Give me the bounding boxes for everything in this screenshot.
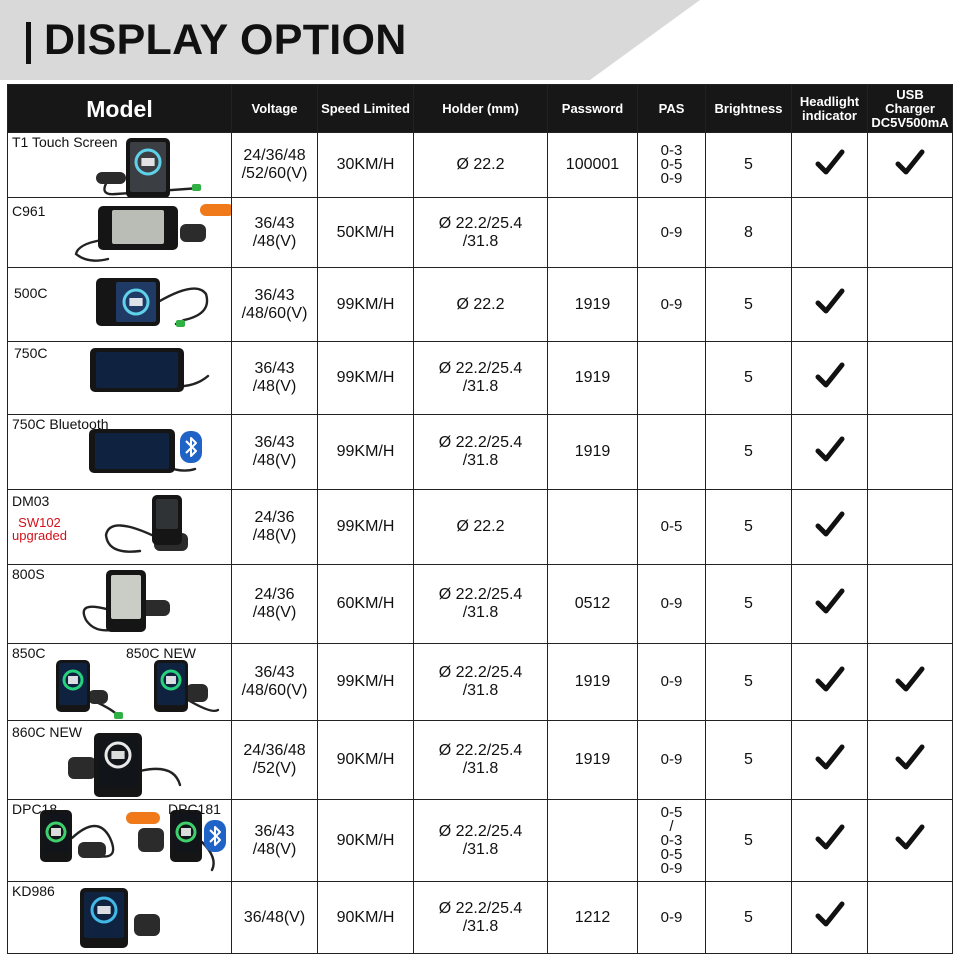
table-row (8, 415, 953, 490)
table-row (8, 882, 953, 954)
headlight-cell (792, 415, 868, 490)
voltage-cell (232, 415, 318, 490)
pas-cell-line: 0-5 (660, 803, 683, 821)
page-title: DISPLAY OPTION (44, 16, 407, 64)
holder-cell-line: /31.8 (462, 917, 499, 935)
speed-cell: 99KM/H (318, 268, 414, 342)
holder-cell (414, 133, 548, 198)
speed-cell: 99KM/H (318, 644, 414, 721)
header-voltage: Voltage (232, 85, 318, 133)
model-cell (8, 268, 232, 342)
dpc18-display-image (38, 808, 128, 874)
holder-cell-line: Ø 22.2 (456, 518, 505, 535)
model-name: 860C NEW (12, 724, 83, 740)
model-cell (8, 133, 232, 198)
pas-cell-line: 0-5 (660, 518, 683, 535)
headlight-check-icon (815, 361, 845, 391)
brightness-cell: 5 (706, 490, 792, 565)
header-usb-line-2: DC5V500mA (871, 114, 949, 130)
usb-charger-cell (868, 882, 953, 954)
speed-cell: 99KM/H (318, 490, 414, 565)
headlight-cell (792, 644, 868, 721)
model-cell (8, 415, 232, 490)
model-name: T1 Touch Screen (12, 134, 118, 150)
voltage-cell (232, 490, 318, 565)
model-cell (8, 644, 232, 721)
brightness-cell: 5 (706, 644, 792, 721)
brightness-cell: 5 (706, 133, 792, 198)
usb-charger-cell (868, 800, 953, 882)
speed-cell: 30KM/H (318, 133, 414, 198)
table-row (8, 565, 953, 644)
headlight-check-icon (815, 287, 845, 317)
usb-charger-cell (868, 198, 953, 268)
voltage-cell-line: /52(V) (252, 760, 297, 777)
voltage-cell-line: /48/60(V) (241, 304, 308, 322)
voltage-cell (232, 644, 318, 721)
table-row (8, 342, 953, 415)
holder-cell-line: Ø 22.2 (456, 295, 505, 313)
voltage-cell-line: 36/43 (254, 664, 295, 681)
headlight-cell (792, 800, 868, 882)
pas-cell-line: 0-9 (660, 223, 683, 241)
holder-cell (414, 490, 548, 565)
headlight-check-icon (815, 900, 845, 930)
model-name: 750C Bluetooth (12, 416, 109, 432)
password-cell: 1919 (548, 415, 638, 490)
headlight-cell (792, 133, 868, 198)
voltage-cell (232, 268, 318, 342)
usb-charger-cell (868, 721, 953, 800)
pas-cell-line: / (669, 817, 674, 835)
model-cell (8, 565, 232, 644)
holder-cell-line: /31.8 (462, 452, 499, 469)
voltage-cell-line: /48(V) (252, 840, 297, 858)
voltage-cell-line: 24/36/48 (243, 742, 306, 759)
model-name: 500C (14, 285, 48, 301)
table-row (8, 490, 953, 565)
holder-cell-line: Ø 22.2/25.4 (438, 214, 523, 232)
table-row (8, 800, 953, 882)
pas-cell-line: 0-9 (660, 595, 683, 612)
headlight-check-icon (815, 823, 845, 853)
pas-cell-line: 0-9 (660, 908, 683, 926)
voltage-cell-line: 36/48(V) (243, 908, 306, 926)
usb-charger-cell (868, 268, 953, 342)
voltage-cell-line: 24/36 (254, 586, 295, 603)
dm03-display-image (100, 495, 232, 559)
holder-cell (414, 415, 548, 490)
model-cell (8, 800, 232, 882)
holder-cell-line: /31.8 (462, 840, 499, 858)
bluetooth-icon (180, 431, 202, 463)
holder-cell-line: Ø 22.2/25.4 (438, 822, 523, 840)
usb-charger-cell (868, 133, 953, 198)
voltage-cell (232, 198, 318, 268)
table-row (8, 133, 953, 198)
password-cell: 1919 (548, 268, 638, 342)
password-cell: 1212 (548, 882, 638, 954)
usb-check-icon (895, 665, 925, 695)
model-name: 750C (14, 345, 48, 361)
header-pas: PAS (638, 85, 706, 133)
pas-cell (638, 133, 706, 198)
brightness-cell: 5 (706, 800, 792, 882)
voltage-cell-line: /48(V) (252, 527, 297, 544)
usb-check-icon (895, 743, 925, 773)
headlight-cell (792, 342, 868, 415)
header-usb-line-1: USB Charger (885, 86, 935, 116)
brightness-cell: 5 (706, 415, 792, 490)
holder-cell-line: /31.8 (462, 682, 499, 699)
pas-cell-line: 0-5 (660, 845, 683, 863)
model-name-secondary: 850C NEW (126, 645, 197, 661)
speed-cell: 90KM/H (318, 800, 414, 882)
model-cell (8, 490, 232, 565)
brightness-cell: 5 (706, 268, 792, 342)
voltage-cell-line: 36/43 (254, 214, 295, 232)
850c-new-display-image (148, 660, 228, 720)
800s-display-image (56, 570, 206, 636)
model-cell (8, 198, 232, 268)
model-cell (8, 882, 232, 954)
pas-cell-line: 0-9 (660, 673, 683, 690)
holder-cell-line: Ø 22.2/25.4 (438, 360, 523, 377)
pas-cell-line: 0-3 (660, 831, 683, 849)
table-row (8, 721, 953, 800)
pas-cell (638, 565, 706, 644)
bafang-badge-logo (200, 204, 232, 216)
headlight-check-icon (815, 665, 845, 695)
header-speed-limited: Speed Limited (318, 85, 414, 133)
model-name: KD986 (12, 883, 55, 899)
brightness-cell: 8 (706, 198, 792, 268)
voltage-cell-line: 36/43 (254, 360, 295, 377)
voltage-cell-line: 24/36/48 (243, 147, 306, 164)
model-name: 800S (12, 566, 45, 582)
banner-accent-bar (26, 22, 31, 64)
holder-cell (414, 342, 548, 415)
voltage-cell-line: 36/43 (254, 286, 295, 304)
headlight-check-icon (815, 435, 845, 465)
usb-charger-cell (868, 644, 953, 721)
holder-cell (414, 721, 548, 800)
headlight-cell (792, 882, 868, 954)
pas-cell (638, 800, 706, 882)
voltage-cell-line: /48(V) (252, 232, 297, 250)
pas-cell (638, 644, 706, 721)
usb-charger-cell (868, 342, 953, 415)
holder-cell (414, 565, 548, 644)
brightness-cell: 5 (706, 565, 792, 644)
upgrade-note-line: SW102 (18, 515, 61, 530)
header-usb-charger (868, 85, 953, 133)
voltage-cell (232, 721, 318, 800)
model-cell (8, 721, 232, 800)
upgrade-note-line: upgraded (12, 528, 67, 543)
pas-cell (638, 342, 706, 415)
voltage-cell (232, 342, 318, 415)
pas-cell-line: 0-9 (660, 170, 683, 187)
pas-cell (638, 882, 706, 954)
headlight-check-icon (815, 743, 845, 773)
header-headlight-indicator (792, 85, 868, 133)
table-row (8, 644, 953, 721)
model-upgrade-note (12, 516, 67, 542)
model-name: DPC18 (12, 801, 58, 817)
holder-cell (414, 800, 548, 882)
holder-cell-line: Ø 22.2/25.4 (438, 899, 523, 917)
holder-cell (414, 198, 548, 268)
headlight-cell (792, 198, 868, 268)
voltage-cell (232, 882, 318, 954)
header-brightness: Brightness (706, 85, 792, 133)
pas-cell-line: 0-5 (660, 156, 683, 173)
header-model: Model (8, 85, 232, 133)
table-row (8, 268, 953, 342)
500c-display-image (66, 274, 216, 334)
model-name: DM03 (12, 493, 50, 509)
voltage-cell-line: 36/43 (254, 822, 295, 840)
password-cell (548, 490, 638, 565)
voltage-cell-line: /48/60(V) (241, 682, 308, 699)
header-password: Password (548, 85, 638, 133)
headlight-cell (792, 565, 868, 644)
pas-cell (638, 490, 706, 565)
header-holder: Holder (mm) (414, 85, 548, 133)
pas-cell (638, 721, 706, 800)
holder-cell (414, 268, 548, 342)
c961-display-image (68, 204, 218, 264)
model-cell (8, 342, 232, 415)
headlight-cell (792, 268, 868, 342)
speed-cell: 90KM/H (318, 721, 414, 800)
holder-cell-line: /31.8 (462, 760, 499, 777)
speed-cell: 99KM/H (318, 415, 414, 490)
voltage-cell-line: 24/36 (254, 509, 295, 526)
pas-cell-line: 0-9 (660, 751, 683, 768)
header-row (8, 85, 953, 133)
speed-cell: 60KM/H (318, 565, 414, 644)
voltage-cell (232, 133, 318, 198)
pas-cell (638, 268, 706, 342)
speed-cell: 90KM/H (318, 882, 414, 954)
speed-cell: 50KM/H (318, 198, 414, 268)
headlight-cell (792, 721, 868, 800)
usb-charger-cell (868, 565, 953, 644)
holder-cell (414, 644, 548, 721)
860c-new-display-image (54, 733, 204, 799)
model-name: C961 (12, 203, 46, 219)
display-spec-table (7, 84, 953, 954)
holder-cell-line: /31.8 (462, 378, 499, 395)
password-cell: 1919 (548, 342, 638, 415)
bluetooth-icon (204, 820, 226, 852)
voltage-cell-line: /48(V) (252, 452, 297, 469)
holder-cell-line: /31.8 (462, 604, 499, 621)
850c-display-image (48, 660, 128, 720)
title-banner (0, 0, 700, 80)
holder-cell-line: Ø 22.2 (456, 156, 505, 173)
password-cell: 1919 (548, 721, 638, 800)
holder-cell-line: Ø 22.2/25.4 (438, 664, 523, 681)
750c-display-image (84, 346, 232, 406)
brightness-cell: 5 (706, 721, 792, 800)
750c-bluetooth-display-image (83, 425, 232, 485)
password-cell (548, 800, 638, 882)
voltage-cell (232, 800, 318, 882)
holder-cell (414, 882, 548, 954)
table-body (8, 133, 953, 954)
holder-cell-line: Ø 22.2/25.4 (438, 434, 523, 451)
header-headlight-line-1: Headlight (799, 93, 860, 109)
password-cell: 1919 (548, 644, 638, 721)
headlight-check-icon (815, 587, 845, 617)
headlight-check-icon (815, 510, 845, 540)
usb-charger-cell (868, 490, 953, 565)
headlight-cell (792, 490, 868, 565)
pas-cell-line: 0-3 (660, 142, 683, 159)
usb-check-icon (895, 148, 925, 178)
usb-check-icon (895, 823, 925, 853)
holder-cell-line: Ø 22.2/25.4 (438, 586, 523, 603)
table-row (8, 198, 953, 268)
holder-cell-line: Ø 22.2/25.4 (438, 742, 523, 759)
pas-cell-line: 0-9 (660, 859, 683, 877)
voltage-cell-line: /48(V) (252, 378, 297, 395)
headlight-check-icon (815, 148, 845, 178)
password-cell: 0512 (548, 565, 638, 644)
brightness-cell: 5 (706, 342, 792, 415)
voltage-cell-line: 36/43 (254, 434, 295, 451)
password-cell (548, 198, 638, 268)
password-cell: 100001 (548, 133, 638, 198)
pas-cell (638, 198, 706, 268)
usb-charger-cell (868, 415, 953, 490)
bafang-badge-logo (126, 812, 160, 824)
header-headlight-line-2: indicator (802, 107, 857, 123)
kd986-display-image (50, 888, 200, 952)
pas-cell-line: 0-9 (660, 295, 683, 313)
model-name: 850C (12, 645, 46, 661)
pas-cell (638, 415, 706, 490)
voltage-cell-line: /48(V) (252, 604, 297, 621)
model-name-secondary: DPC181 (168, 801, 221, 817)
voltage-cell (232, 565, 318, 644)
holder-cell-line: /31.8 (462, 232, 499, 250)
voltage-cell-line: /52/60(V) (241, 165, 308, 182)
brightness-cell: 5 (706, 882, 792, 954)
speed-cell: 99KM/H (318, 342, 414, 415)
